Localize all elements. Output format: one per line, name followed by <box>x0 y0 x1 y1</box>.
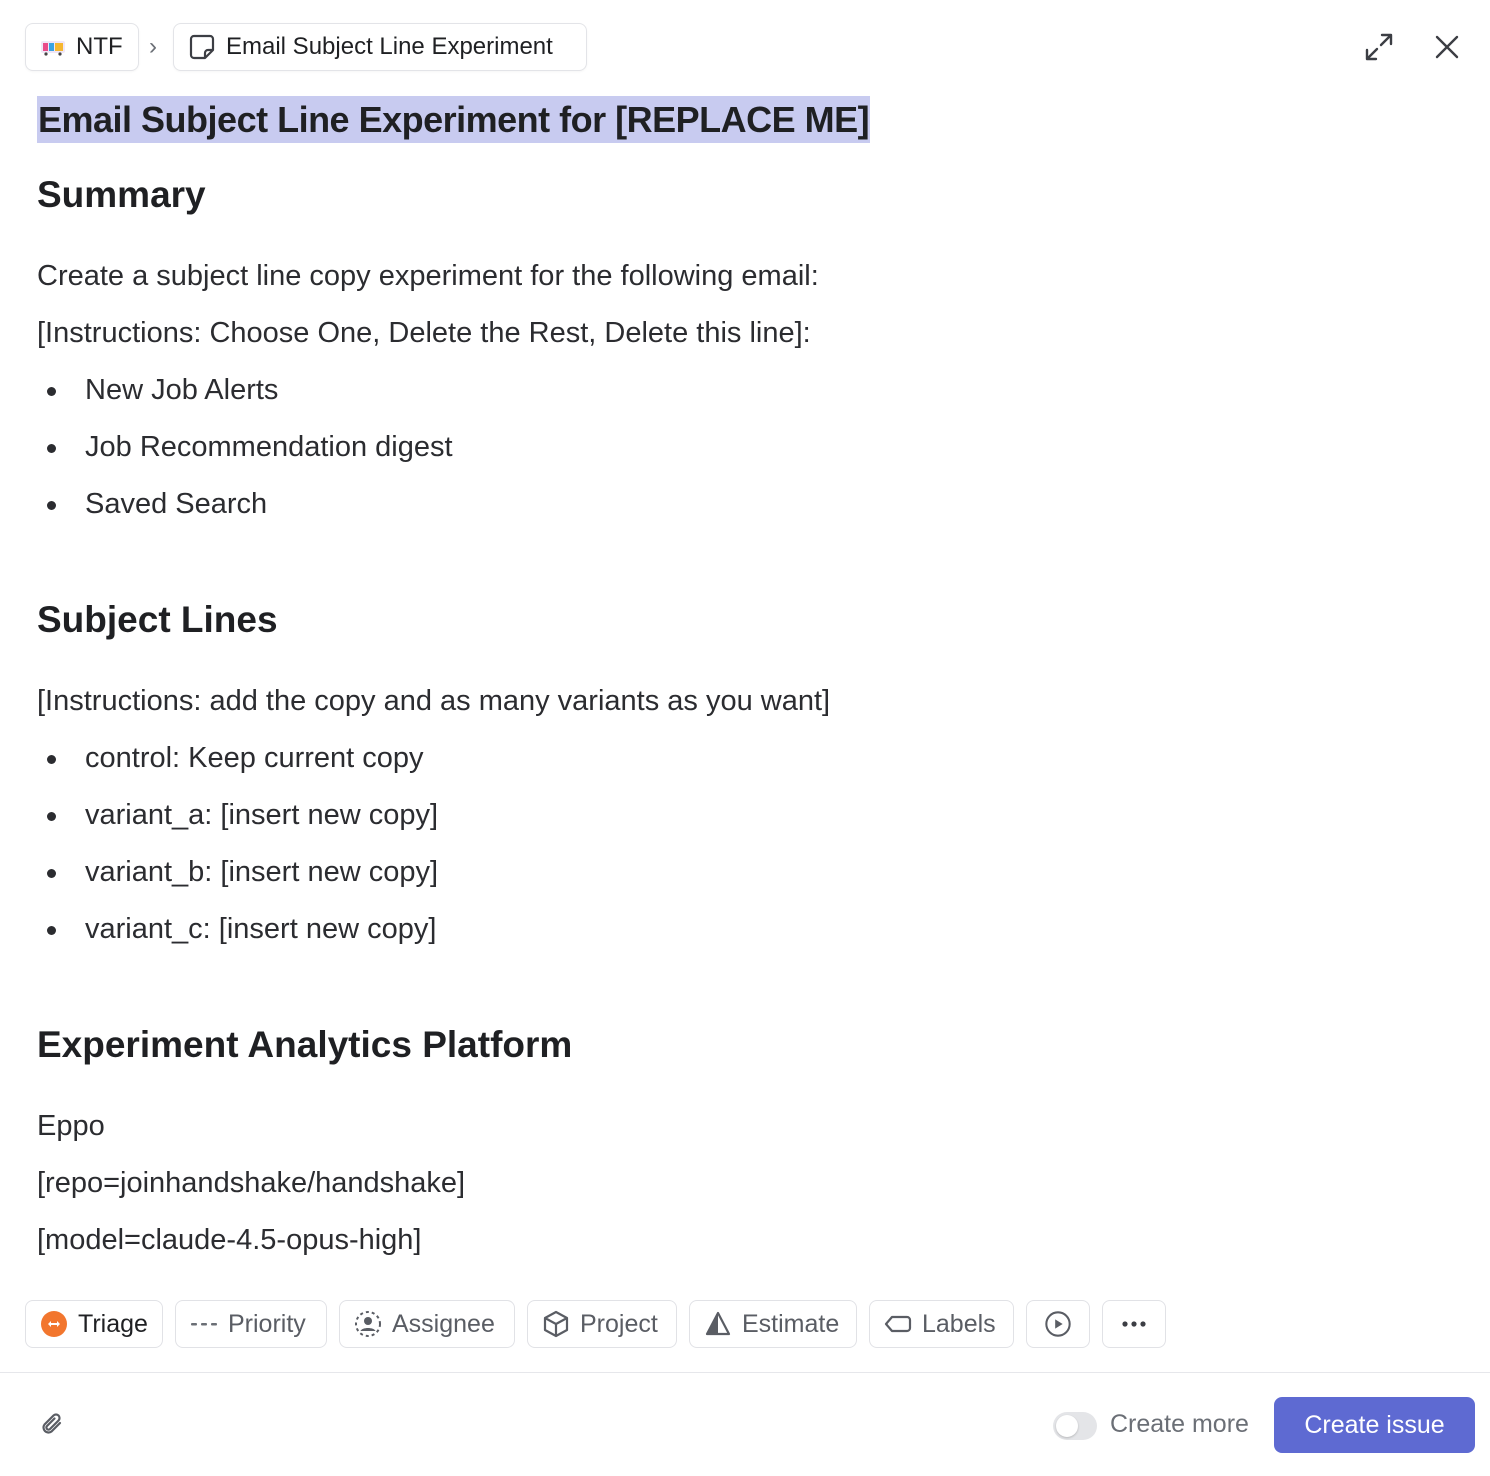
cycle-icon <box>1044 1310 1072 1338</box>
assignee-icon <box>354 1310 382 1338</box>
triage-label: Triage <box>78 1309 148 1338</box>
estimate-label: Estimate <box>742 1309 840 1338</box>
team-selector[interactable] <box>25 23 139 71</box>
assignee-button[interactable] <box>339 1300 515 1348</box>
status-triage-button[interactable] <box>25 1300 163 1348</box>
platform-name: Eppo <box>37 1110 105 1142</box>
attach-icon <box>38 1410 68 1440</box>
expand-icon <box>1363 31 1395 63</box>
email-option-item: New Job Alerts <box>85 374 279 406</box>
labels-label: Labels <box>922 1309 996 1338</box>
summary-heading: Summary <box>37 174 206 215</box>
attach-file-button[interactable] <box>36 1408 70 1442</box>
repo-tag: [repo=joinhandshake/handshake] <box>37 1167 466 1199</box>
project-button[interactable] <box>527 1300 677 1348</box>
issue-title-input[interactable]: Email Subject Line Experiment for [REPLACE ME] <box>37 96 870 143</box>
labels-icon <box>884 1310 912 1338</box>
toggle-knob <box>1056 1415 1078 1437</box>
variant-item: variant_b: [insert new copy] <box>85 856 439 888</box>
more-options-button[interactable] <box>1102 1300 1166 1348</box>
project-icon <box>542 1310 570 1338</box>
expand-button[interactable] <box>1360 28 1398 66</box>
close-icon <box>1433 33 1461 61</box>
priority-label: Priority <box>228 1309 306 1338</box>
email-option-item: Saved Search <box>85 488 268 520</box>
list-bullet <box>47 387 56 396</box>
variant-item: variant_c: [insert new copy] <box>85 913 437 945</box>
project-label: Project <box>580 1309 658 1338</box>
summary-instructions: [Instructions: Choose One, Delete the Rest, Delete this line]: <box>37 317 811 349</box>
assignee-label: Assignee <box>392 1309 495 1338</box>
list-bullet <box>47 444 56 453</box>
close-button[interactable] <box>1428 28 1466 66</box>
list-bullet <box>47 501 56 510</box>
team-logo-icon <box>40 38 66 56</box>
more-icon <box>1120 1310 1148 1338</box>
model-tag: [model=claude-4.5-opus-high] <box>37 1224 422 1256</box>
create-more-toggle[interactable] <box>1053 1412 1097 1440</box>
variant-item: variant_a: [insert new copy] <box>85 799 439 831</box>
team-label: NTF <box>76 33 123 60</box>
template-selector[interactable] <box>173 23 587 71</box>
list-bullet <box>47 812 56 821</box>
list-bullet <box>47 869 56 878</box>
breadcrumb-separator: › <box>149 33 157 60</box>
subject-instructions: [Instructions: add the copy and as many variants as you want] <box>37 685 831 717</box>
platform-heading: Experiment Analytics Platform <box>37 1024 573 1065</box>
subject-lines-heading: Subject Lines <box>37 599 278 640</box>
create-more-label: Create more <box>1110 1410 1249 1438</box>
list-bullet <box>47 755 56 764</box>
footer-divider <box>0 1372 1490 1373</box>
variant-item: control: Keep current copy <box>85 742 424 774</box>
triage-icon <box>40 1310 68 1338</box>
cycle-button[interactable] <box>1026 1300 1090 1348</box>
summary-text: Create a subject line copy experiment for the following email: <box>37 260 819 292</box>
priority-icon <box>190 1310 218 1338</box>
template-icon <box>188 33 216 61</box>
priority-button[interactable] <box>175 1300 327 1348</box>
labels-button[interactable] <box>869 1300 1014 1348</box>
estimate-icon <box>704 1310 732 1338</box>
template-label: Email Subject Line Experiment <box>226 33 553 60</box>
list-bullet <box>47 926 56 935</box>
create-issue-button[interactable]: Create issue <box>1274 1397 1475 1453</box>
estimate-button[interactable] <box>689 1300 857 1348</box>
email-option-item: Job Recommendation digest <box>85 431 453 463</box>
